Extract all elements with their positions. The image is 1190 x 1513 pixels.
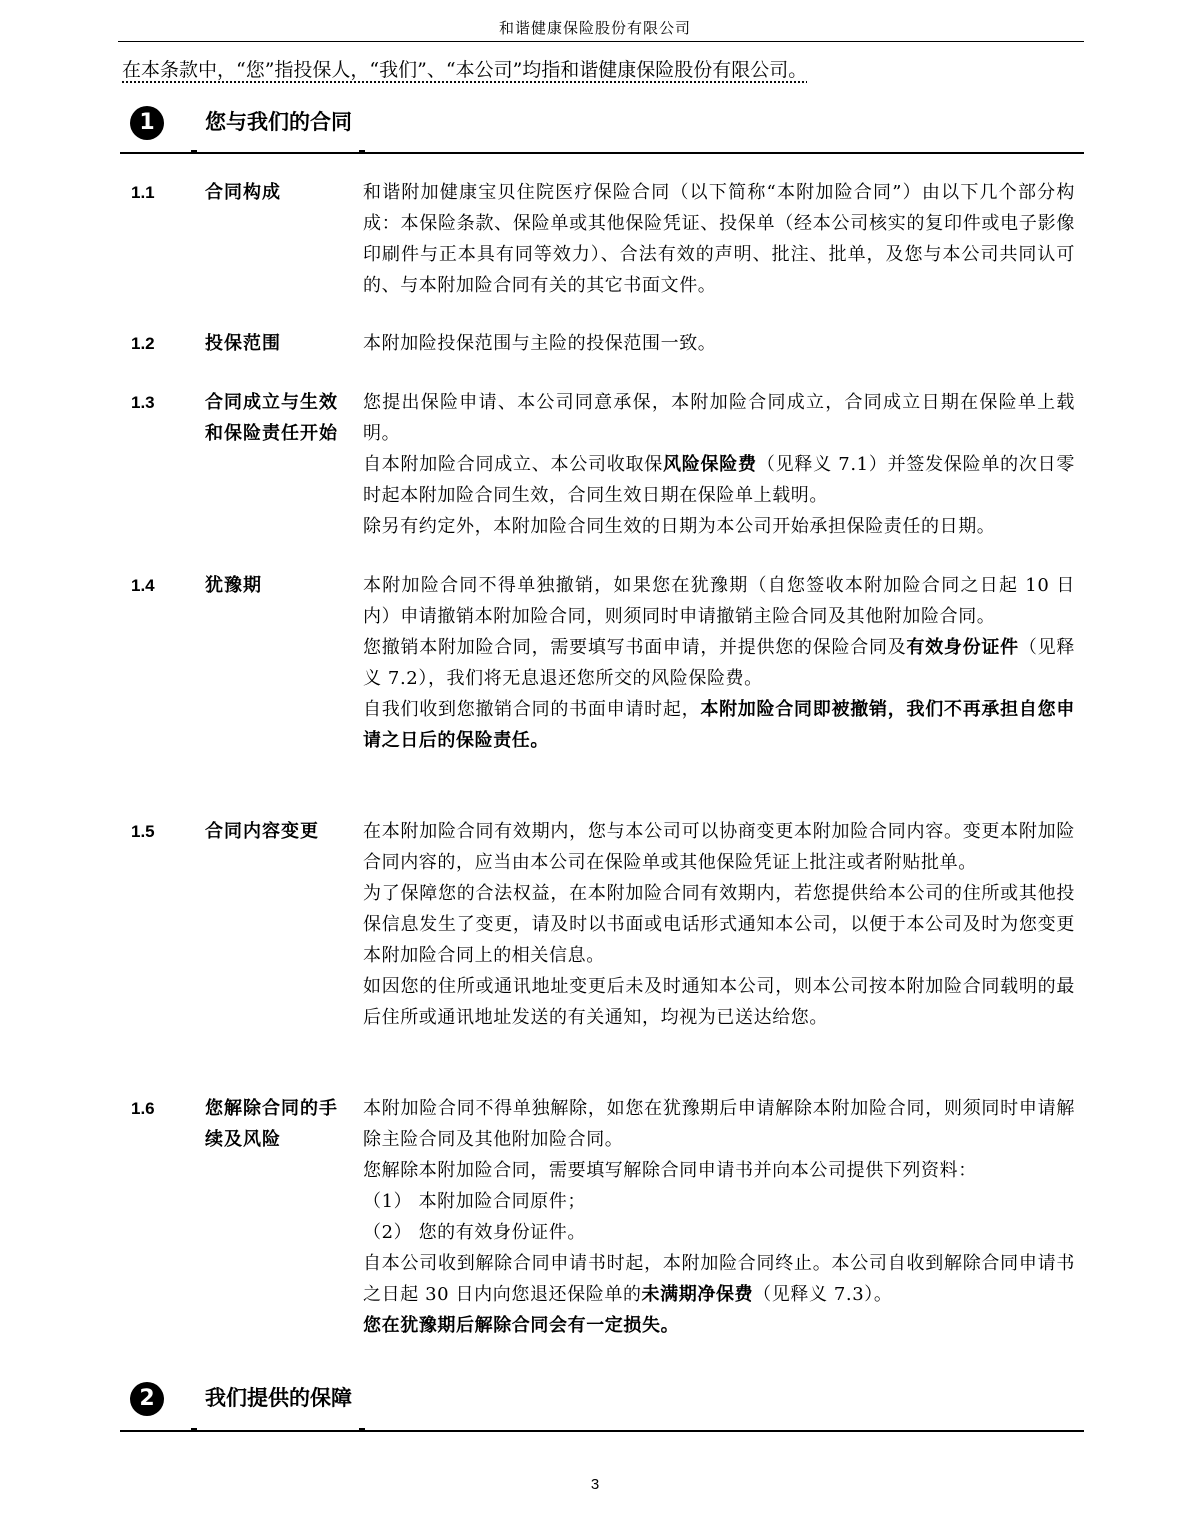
clause-paragraph: 和谐附加健康宝贝住院医疗保险合同（以下简称“本附加险合同”）由以下几个部分构成：本保险条款、保险单或其他保险凭证、投保单（经本公司核实的复印件或电子影像印刷件与正本具有同等效力）、合法有效的声明、批注、批单，及您与本公司共同认可的、与本附加险合同有关的其它书面文件。 <box>363 182 1075 296</box>
text-run: （见释义 7.1）并签发保险单的次日零时起本附加险合同生效，合同生效日期在保险单上载明。 <box>363 454 1075 506</box>
clause-title: 犹豫期 <box>205 575 262 596</box>
clause-paragraph <box>363 632 1075 694</box>
bold-warning: 本附加险合同即被撤销，我们不再承担自您申请之日后的保险责任。 <box>363 699 1075 751</box>
list-item: （2） 您的有效身份证件。 <box>363 1222 586 1243</box>
clause-paragraph: 在本附加险合同有效期内，您与本公司可以协商变更本附加险合同内容。变更本附加险合同内容的，应当由本公司在保险单或其他保险凭证上批注或者附贴批单。 <box>363 821 1075 873</box>
section-rule <box>120 1430 1084 1432</box>
clause-body <box>363 1093 1075 1341</box>
section-number-badge: 1 <box>130 106 164 140</box>
clause-paragraph: 您提出保险申请、本公司同意承保，本附加险合同成立，合同成立日期在保险单上载明。 <box>363 392 1075 444</box>
clause-body <box>363 387 1075 542</box>
text-run: 自本公司收到解除合同申请书时起，本附加险合同终止。本公司自收到解除合同申请书之日起 30 日内向您退还保险单的 <box>363 1253 1075 1305</box>
defined-term-id-document: 有效身份证件 <box>906 637 1019 658</box>
text-run: （见释义 7.2），我们将无息退还您所交的风险保险费。 <box>363 637 1075 689</box>
bold-warning: 您在犹豫期后解除合同会有一定损失。 <box>363 1315 680 1336</box>
intro-definition: 在本条款中，“您”指投保人，“我们”、“本公司”均指和谐健康保险股份有限公司。 <box>122 59 808 81</box>
clause-paragraph: 为了保障您的合法权益，在本附加险合同有效期内，若您提供给本公司的住所或其他投保信息发生了变更，请及时以书面或电话形式通知本公司，以便于本公司及时为您变更本附加险合同上的相关信息。 <box>363 883 1075 966</box>
text-run: （见释义 7.3）。 <box>753 1284 893 1305</box>
clause-body <box>363 328 1075 359</box>
clause-paragraph <box>363 694 1075 756</box>
clause-title: 合同构成 <box>205 182 281 203</box>
clause-paragraph: 您解除本附加险合同，需要填写解除合同申请书并向本公司提供下列资料： <box>363 1160 977 1181</box>
clause-number: 1.6 <box>131 1099 155 1118</box>
clause-paragraph: 本附加险合同不得单独解除，如您在犹豫期后申请解除本附加险合同，则须同时申请解除主险合同及其他附加险合同。 <box>363 1098 1075 1150</box>
defined-term-unearned-premium: 未满期净保费 <box>641 1284 754 1305</box>
defined-term-risk-premium: 风险保险费 <box>663 454 757 475</box>
clause-paragraph: 如因您的住所或通讯地址变更后未及时通知本公司，则本公司按本附加险合同载明的最后住所或通讯地址发送的有关通知，均视为已送达给您。 <box>363 976 1075 1028</box>
clause-paragraph <box>363 1248 1075 1310</box>
list-item: （1） 本附加险合同原件； <box>363 1191 586 1212</box>
clause-number: 1.2 <box>131 334 155 353</box>
clause-paragraph: 除另有约定外，本附加险合同生效的日期为本公司开始承担保险责任的日期。 <box>363 516 996 537</box>
clause-paragraph <box>363 449 1075 511</box>
clause-number: 1.5 <box>131 822 155 841</box>
clause-title: 合同成立与生效和保险责任开始 <box>205 392 338 444</box>
clause-title: 合同内容变更 <box>205 821 319 842</box>
clause-number: 1.4 <box>131 576 155 595</box>
clause-number: 1.3 <box>131 393 155 412</box>
text-run: 自本附加险合同成立、本公司收取保 <box>363 454 664 475</box>
clause-title: 投保范围 <box>205 333 281 354</box>
section-title: 我们提供的保障 <box>205 1385 352 1410</box>
section-number-badge: 2 <box>130 1382 164 1416</box>
clause-paragraph: 本附加险投保范围与主险的投保范围一致。 <box>363 333 717 354</box>
clause-body <box>363 570 1075 756</box>
text-run: 自我们收到您撤销合同的书面申请时起， <box>363 699 701 720</box>
clause-paragraph <box>363 1310 1075 1341</box>
page-number: 3 <box>590 1476 600 1493</box>
text-run: 您撤销本附加险合同，需要填写书面申请，并提供您的保险合同及 <box>363 637 907 658</box>
section-title: 您与我们的合同 <box>205 109 352 134</box>
clause-body <box>363 816 1075 1033</box>
section-rule <box>120 152 1084 154</box>
clause-number: 1.1 <box>131 183 155 202</box>
clause-title: 您解除合同的手续及风险 <box>205 1098 338 1150</box>
clause-paragraph: 本附加险合同不得单独撤销，如果您在犹豫期（自您签收本附加险合同之日起 10 日内）申请撤销本附加险合同，则须同时申请撤销主险合同及其他附加险合同。 <box>363 575 1075 627</box>
header-rule <box>118 41 1084 42</box>
clause-body <box>363 177 1075 301</box>
running-header: 和谐健康保险股份有限公司 <box>498 19 691 37</box>
